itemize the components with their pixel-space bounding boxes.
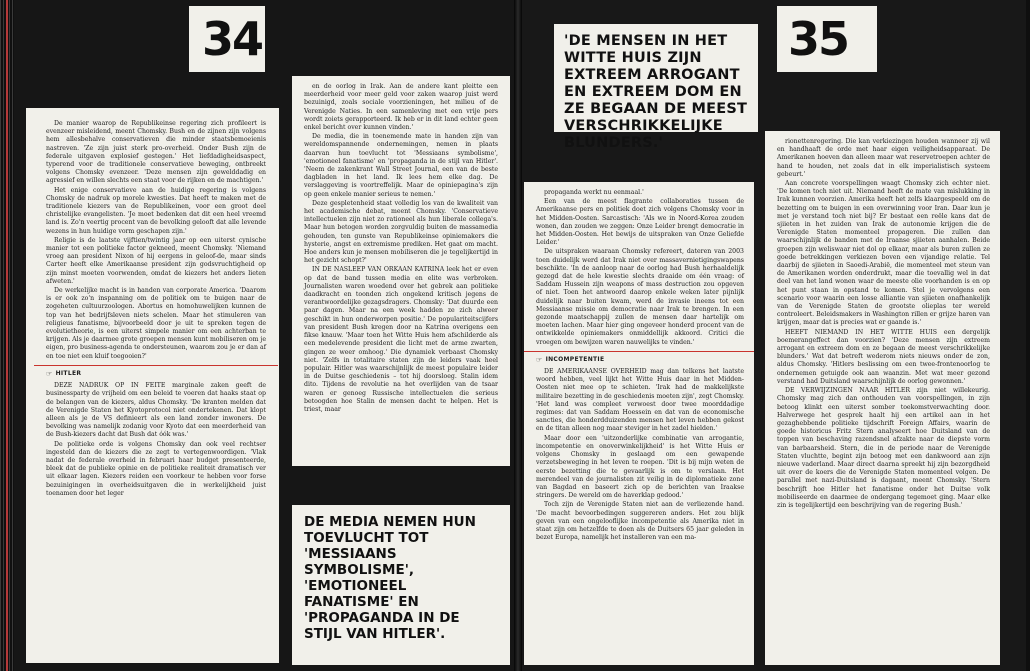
paragraph: Religie is de laatste vijftien/twintig jaar op een uiterst cynische manier tot een politieke factor gekneed, meent Chomsky. 'Niemand vroeg aan president Nixon of hij eergens in geloof-de, maar sinds Carter heeft elke Amerikaanse president zijn godsvruchtigheid op zijn minst moeten voorwenden, omdat de kiezers het anders lieten afweten.' [46,236,266,285]
left-page [14,0,514,671]
pull-quote-right: 'DE MENSEN IN HET WITTE HUIS ZIJN EXTREEM ARROGANT EN EXTREEM DOM EN ZE BEGAAN DE MEEST VERSCHRIKKELIJKE BLUNDERS.' [554,24,758,132]
paragraph: IN DE NASLEEP VAN ORKAAN KATRINA leek het er even op dat de band tussen media en elite was verbroken. Journalisten waren woedend over het gebrek aan politieke daadkracht en toonden zich ongekend kritisch jegens de verantwoordelijke gezagsdragers. Chomsky: 'Dat duurde een paar dagen. Maar na een week hadden ze zich alweer geschikt in hun onderworpen positie.' De populariteitscijfers van president Bush kregen door na Katrina overigens een fikse knauw. 'Maar toen het Witte Huis hem afschilderde als een medelevende president die licht met de arme zwarten, gingen ze weer omhoog.' Die dynamiek verbaast Chomsky niet. 'Zelfs in totalitaire staten zijn de leiders vaak heel populair. Hitler was waarschijnlijk de meest populaire leider in de Duitse geschiedenis – tot hij doorsloeg. Stalin idem dito. Tijdens de revolutie na het overlijden van de tsaar waren er genoeg Russische intellectuelen die serieus betoogden hoe Stalin de mensen dacht te helpen. Het is triest, maar [304,266,498,413]
section-rule [524,351,754,352]
paragraph: Een van de meest flagrante collaboraties tussen de Amerikaanse pers en politiek doet zich volgens Chomsky voor in het Midden-Oosten. Sarcastisch: 'Als we in Noord-Korea zouden wonen, dan zouden we zeggen: Onze Leider brengt democratie in het Midden-Oosten. Het bewijs de uitspraken van Onze Geliefde Leider.' [536,198,744,247]
page-number: 34 [202,12,263,66]
paragraph: rionettenregering. Die kan verkiezingen houden wanneer zij wil en handhaaft de orde met haar eigen veiligheidsapparaat. De Amerikanen hoeven dan alleen maar wat reservetroepen achter de hand te houden, net zoals dat in elk imperialistisch systeem gebeurt.' [777,138,990,178]
right-page [522,0,1026,671]
page-edges [0,0,14,671]
paragraph: De media, die in toenemende mate in handen zijn van wereldomspannende ondernemingen, nemen in plaats daarvan hun toevlucht tot 'Messiaans symbolisme', 'emotioneel fanatisme' en 'propaganda in de stijl van Hitler'. 'Neem de zakenkrant Wall Street Journal, een van de beste dagbladen in het land. Ik lees hem elke dag. De verslaggeving is voortreffelijk. Maar de opiniepagina's zijn op geen enkele manier serieus te nemen.' [304,133,498,198]
paragraph: De werkelijke macht is in handen van corporate America. 'Daarom is er ook zo'n inspanning om de politiek om te buigen naar de zogeheten cultuurzoologen. Abortus en homohuwelijken kunnen de top van het bedrijfsleven niets schelen. Maar het stimuleren van religieus fanatisme, bijvoorbeeld door je uit te spreken tegen de evolutietheorie, is een uiterst simpele manier om een achterban te krijgen. Als je daarmee grote groepen mensen kunt mobiliseren om je eigen, pro business-agenda te ondersteunen, waarom zou je er dan af en toe niet een kluif toegooien?' [46,287,266,360]
right-column-2 [765,131,1000,665]
paragraph: HEEFT NIEMAND IN HET WITTE HUIS een dergelijk boemerangeffect dan voorzien? 'Deze mensen zijn extreem arrogant en extreem dom en ze begaan de meest verschrikkelijke blunders.' Wat dat betreft wederom niets nieuws onder de zon, aldus Chomsky. 'Hitlers beslissing om een twee-frontenoorlog te ondernemen getuigde ook aan waanzin. Met wat meer gezond verstand had Duitsland waarschijnlijk de oorlog gewonnen.' [777,328,990,385]
hand-pointer-icon: ☞ [536,355,543,364]
book-spine [514,0,522,671]
paragraph: Toch zijn de Verenigde Staten niet aan de verliezende hand. 'De macht bevoorbedingen suggereren anders. Het zou blijk geven van een ongelooflijke incompetentie als Amerika niet in staat zijn om hetzelfde te doen als de Duitsers 65 jaar geleden in bezet Europa, namelijk het installeren van een ma- [536,501,744,542]
paragraph: DE AMERIKAANSE OVERHEID mag dan telkens het laatste woord hebben, veel lijkt het Witte Huis daar in het Midden-Oosten niet mee op te schieten. 'Irak had de makkelijkste militaire bezetting in de geschiedenis moeten zijn', zegt Chomsky. 'Het land was compleet verwoest door twee moorddadige regimes: dat van Saddam Hoessein en dat van de economische sancties, die honderdduizenden mensen het leven hebben gekost en de titan alleen nog maar steviger in het zadel hielden.' [536,368,744,433]
paragraph: De uitspraken waaraan Chomsky refereert, dateren van 2003 toen duidelijk werd dat Irak niet over massavernietigingswapens beschikte. 'In de aanloop naar de oorlog had Bush herhaaldelijk gezegd dat de hele kwestie slechts draaide om één vraag: of Saddam Hussein zijn weapons of mass destruction zou opgeven of niet. Toen het antwoord daarop enkele weken later pijnlijk duidelijk naar buiten kwam, werd de invasie ineens tot een Messiaanse missie om democratie naar Irak te brengen. In een gezonde maatschappij zullen de mensen daar hartelijk om moeten lachen. Maar hier ging ongeveer honderd procent van de ontwikkelde opiniemakers onmiddellijk akkoord. Critici die vroegen om bewijzen waren nauwelijks te vinden.' [536,248,744,346]
paragraph: DE VERWIJZINGEN NAAR HITLER zijn niet willekeurig. Chomsky mag zich dan onthouden van voorspellingen, in zijn betoog klinkt een uiterst somber toekomstverwachting door. Halverwege het gesprek haalt hij een artikel aan in het gezaghebbende politieke tijdschrift Foreign Affairs, waarin de goede historicus Fritz Stern analyseert hoe Duitsland van de toppen van beschaving razendsnel afzakte naar de diepste vorm van barbaarsheid. Stern, die in de periode naar de Verenigde Staten vluchtte, begint zijn betoog met een dankwoord aan zijn nieuwe vaderland. Maar direct daarna spreekt hij zijn bezorgdheid uit over de koers die de Verenigde Staten momenteel volgen. De parallel met nazi-Duitsland is dagaant, meent Chomsky. 'Stern beschrijft hoe Hitler het fanatisme onder het Duitse volk mobiliseerde en daarmee de ondergang tegemoet ging. Maar elke zin is tegelijkertijd een beschrijving van de regering Bush.' [777,387,990,509]
subheading-hitler: ☞ HITLER [46,369,82,378]
paragraph: DEZE NADRUK OP IN FEITE marginale zaken geeft de businessparty de vrijheid om een beleid te voeren dat haaks staat op de belangen van de kiezers, aldus Chomsky. 'De kranten melden dat de Verenigde Staten het Kyotoprotocol niet ondertekenen. Dat klopt alleen als je de VS definieert als een land zonder inwoners. De bevolking was namelijk zodanig voor Kyoto dat een meerderheid van de Bush-kiezers dacht dat Bush dat óók was.' [46,382,266,439]
left-column-2 [292,76,510,466]
paragraph: Het enige conservatieve aan de huidige regering is volgens Chomsky de nadruk op morele kwesties. Dat heeft te maken met de traditionele kiezers van de Republikeinen, voor een groot deel christelijke evangelisten. 'Je moet bedenken dat dit een heel vreemd land is. Zo'n veertig procent van de bevolking gelooft dat alle levende wezens in hun huidige vorm geschapen zijn.' [46,186,266,235]
pull-quote-left: DE MEDIA NEMEN HUN TOEVLUCHT TOT 'MESSIAANS SYMBOLISME', 'EMOTIONEEL FANATISME' EN 'PROPAGANDA IN DE STIJL VAN HITLER'. [292,505,510,665]
right-column-1 [524,182,754,665]
paragraph: en de oorlog in Irak. Aan de andere kant pleitte een meerderheid voor meer geld voor zaken waarop juist werd bezuinigd, zoals sociale voorzieningen, het milieu of de Verenigde Naties. In een samenleving met een vrije pers wordt zoiets gerapporteerd. Ik heb er in dit land echter geen enkel bericht over kunnen vinden.' [304,83,498,132]
paragraph: Deze gespletenheid staat volledig los van de kwaliteit van het academische debat, meent Chomsky. 'Conservatieve intellectuelen zijn niet zo rationeel als hun liberale collega's. Maar hun betogen worden zorgvuldig buiten de massamedia gehouden, ten gunste van Republikeinse opiniemakers die hysterie, angst en extremisme prediken. Het gaat om macht. Hoe anders kun je mensen mobiliseren die je tegelijkertijd in het gezicht schopt?' [304,199,498,265]
page-number: 35 [788,12,849,66]
paragraph: De politieke orde is volgens Chomsky dan ook veel rechtser ingesteld dan de kiezers die ze zegt te vertegenwoordigen. 'Vlak nadat de federale overheid in februari haar budget presenteerde, bleek dat de publieke opinie en de politieke realiteit dramatisch ver uit elkaar lagen. Kiezers reiden een voorkeur te hebben voor forse bezuinigingen in overheidsuitgaven die in werkelijkheid juist toenamen door het leger [46,440,266,497]
paragraph: De manier waarop de Republikeinse regering zich profileert is evenzeer misleidend, meent Chomsky. Bush en de zijnen zijn volgens hem allesbehalve conservatieven die minder staatsbemoeienis nastreven. 'Ze zijn juist sterk pro-overheid. Onder Bush zijn de federale uitgaven explosief gestegen.' Het liefdadigheidsaspect, typerend voor de traditionele conservatieve beweging, ontbreekt volgens Chomsky evenzeer. 'Deze mensen zijn gewelddadig en agressief en willen slechts een staat voor de rijken en de machtigen.' [46,120,266,185]
left-column-1 [26,108,279,663]
paragraph: Aan concrete voorspellingen waagt Chomsky zich echter niet. 'De komen toch niet uit. Niemand heeft de mate van mislukking in Irak kunnen voorzien. Amerika heeft het zelfs klaargespeeld om de bezetting om te buigen in een overwinning voor Iran. Daar kun je met je verstand toch niet bij? Er bestaat een reële kans dat de sjiieten in het zuiden van Irak de autonomie krijgen die de Verenigde Staten momenteel propageren. Die zullen dan waarschijnlijk de banden met de Iraanse sjiieten aanhalen. Beide groepen zijn weliswaar niet dol op elkaar, maar als buren zullen ze goede betrekkingen verkiezen boven een vijandige relatie. Tel daarbij de sjiieten in Saoedi-Arabië, die momenteel met steun van de Amerikanen worden onderdrukt, maar die toevallig wel in dat deel van het land wonen waar de meeste olie voorhanden is en op het punt staan in opstand te komen. Stel je vervolgens een scenario voor waarin een losse alliantie van sjiieten onafhankelijk van de Verenigde Staten de grootste olieplas ter wereld controleert. Beleidsmakers in Washington rillen er grijze haren van krijgen, maar dat is precies wat er gaande is.' [777,180,990,327]
paragraph: propaganda werkt nu eenmaal.' [544,189,644,196]
subheading-incompetentie: ☞ INCOMPETENTIE [536,355,605,364]
section-rule [34,365,278,366]
hand-pointer-icon: ☞ [46,369,53,378]
paragraph: Maar door een 'uitzonderlijke combinatie van arrogantie, incompetentie en onoverwinkelijkheid' is het Witte Huis er volgens Chomsky in geslaagd om een gewapende verzetsbeweging in het leven te roepen. 'Dit is bij mijn weten de eerste bezetting die te gevaarlijk is om te verslaan. Het merendeel van de journalisten zit veilig in de diplomatieke zone van Bagdad en baseert zich op de berichten van Iraakse stringers. De wereld om de haverklap gedood.' [536,434,744,500]
